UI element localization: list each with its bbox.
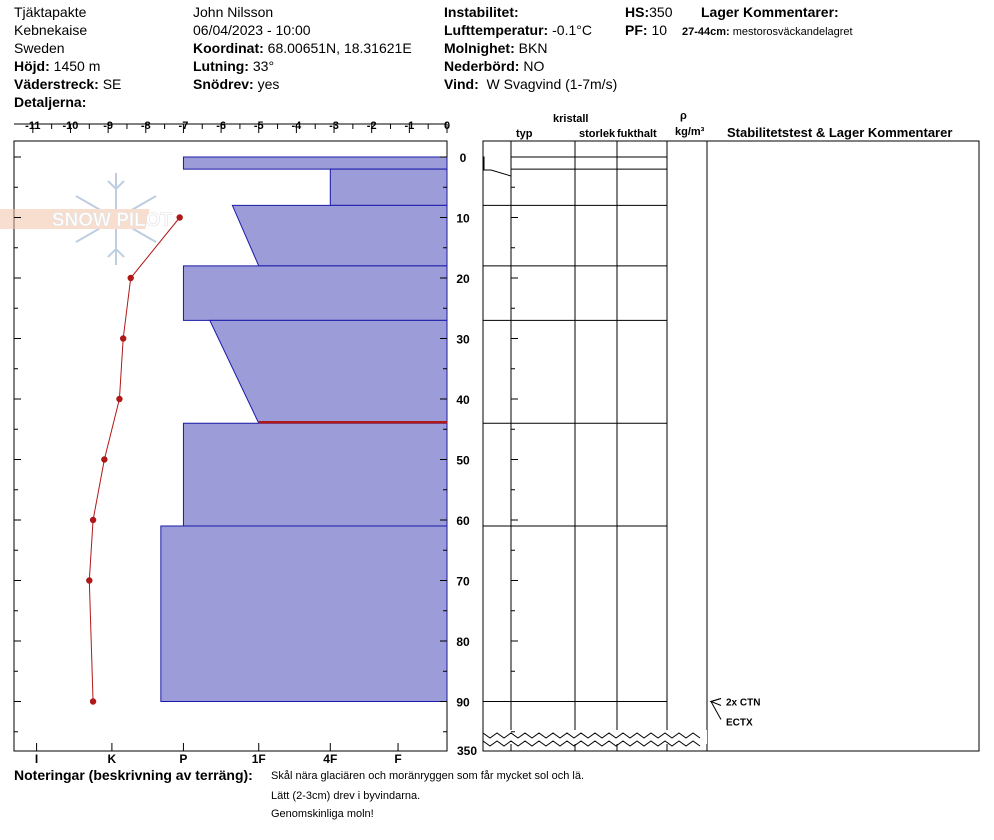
surface-curve bbox=[483, 157, 511, 177]
hardness-layer-6 bbox=[161, 526, 447, 701]
hardness-layer-2 bbox=[232, 205, 447, 266]
stability-tests bbox=[711, 698, 760, 729]
wind-label: Vind: bbox=[444, 76, 479, 92]
stability-test-1: ECTX bbox=[726, 717, 753, 729]
temp-tick-label-4: -7 bbox=[178, 120, 189, 132]
temperature-axis bbox=[25, 120, 450, 133]
hardness-label-3: 1F bbox=[251, 752, 266, 766]
instability-label: Instabilitet: bbox=[444, 4, 519, 20]
depth-bottom-label: 350 bbox=[456, 744, 478, 758]
depth-label-7: 70 bbox=[456, 574, 470, 589]
depth-label-6: 60 bbox=[456, 514, 470, 528]
cloud-value: BKN bbox=[518, 40, 548, 56]
hardness-label-1: K bbox=[107, 752, 117, 766]
depth-label-2: 20 bbox=[456, 272, 470, 286]
col-density-symbol: ρ bbox=[680, 110, 687, 122]
col-moisture: fukthalt bbox=[617, 128, 657, 140]
hardness-label-4: 4F bbox=[323, 752, 338, 766]
elevation-value: 1450 m bbox=[53, 58, 101, 74]
hardness-label-2: P bbox=[179, 752, 188, 766]
precip-value: NO bbox=[523, 58, 545, 74]
coordinate-value: 68.00651N, 18.31621E bbox=[267, 40, 412, 56]
temp-tick-label-6: -5 bbox=[253, 120, 264, 132]
slope-value: 33° bbox=[252, 58, 275, 74]
notes-line-2: Lätt (2-3cm) drev i byvindarna. bbox=[271, 790, 421, 802]
hardness-label-5: F bbox=[394, 752, 402, 766]
temp-tick-label-5: -6 bbox=[216, 120, 226, 132]
temp-tick-label-11: 0 bbox=[443, 120, 451, 132]
snowpilot-logo bbox=[0, 173, 173, 265]
observer-name: John Nilsson bbox=[193, 4, 274, 20]
temperature-point-6 bbox=[86, 577, 92, 583]
temp-tick-label-3: -8 bbox=[140, 120, 151, 132]
notes-line-1: Skål nära glaciären och moränryggen som får mycket sol och lä. bbox=[271, 770, 585, 782]
temp-tick-label-0: -11 bbox=[25, 120, 41, 132]
observation-datetime: 06/04/2023 - 10:00 bbox=[193, 22, 311, 38]
snowdrift-label: Snödrev: bbox=[193, 76, 254, 92]
col-density-unit: kg/m³ bbox=[675, 126, 705, 138]
hardness-layer-4 bbox=[210, 320, 447, 423]
temp-tick-label-1: -10 bbox=[62, 120, 79, 132]
notes-line-3: Genomskinliga moln! bbox=[271, 808, 374, 820]
snowdrift-value: yes bbox=[257, 76, 280, 92]
precip-label: Nederbörd: bbox=[444, 58, 520, 74]
temp-tick-label-8: -3 bbox=[329, 120, 339, 132]
air-temp-value: -0.1°C bbox=[552, 22, 592, 38]
temp-tick-label-9: -2 bbox=[366, 120, 377, 132]
depth-label-8: 80 bbox=[456, 635, 470, 649]
coordinate-label: Koordinat: bbox=[193, 40, 264, 56]
logo-text: SNOW PILOT bbox=[51, 210, 173, 231]
depth-label-9: 90 bbox=[456, 695, 470, 710]
hardness-layer-1 bbox=[330, 169, 447, 205]
aspect-value: SE bbox=[102, 76, 122, 92]
layer-comment-text: mestorosväckandelagret bbox=[732, 26, 853, 38]
pf-value: 10 bbox=[651, 22, 668, 38]
temperature-point-7 bbox=[90, 698, 96, 704]
col-size: storlek bbox=[579, 128, 616, 140]
layer-comments-label: Lager Kommentarer: bbox=[701, 4, 839, 20]
temp-tick-label-10: -1 bbox=[404, 120, 415, 132]
country-name: Sweden bbox=[14, 40, 65, 56]
col-stability: Stabilitetstest & Lager Kommentarer bbox=[727, 125, 953, 140]
wind-value: W Svagvind (1-7m/s) bbox=[486, 76, 618, 92]
depth-label-5: 50 bbox=[456, 453, 470, 468]
temperature-point-0 bbox=[176, 214, 182, 220]
col-type: typ bbox=[516, 128, 533, 140]
depth-label-0: 0 bbox=[459, 151, 467, 165]
temp-tick-label-7: -4 bbox=[291, 120, 302, 132]
location-name: Kebnekaise bbox=[14, 22, 88, 38]
notes-label: Noteringar (beskrivning av terräng): bbox=[14, 767, 253, 783]
hardness-layer-3 bbox=[183, 266, 447, 320]
cloud-label: Molnighet: bbox=[444, 40, 515, 56]
layer-comment-depth: 27-44cm: bbox=[682, 26, 730, 38]
air-temp-label: Lufttemperatur: bbox=[444, 22, 549, 38]
hardness-layers bbox=[161, 157, 447, 702]
details-label: Detaljerna: bbox=[14, 94, 87, 110]
slope-label: Lutning: bbox=[193, 58, 249, 74]
hardness-label-0: I bbox=[34, 752, 39, 766]
site-name: Tjäktapakte bbox=[14, 4, 87, 20]
elevation-label: Höjd: bbox=[14, 58, 50, 74]
stability-test-0: 2x CTN bbox=[726, 697, 761, 709]
col-crystal: kristall bbox=[553, 113, 589, 125]
hs-label: HS: bbox=[625, 4, 650, 20]
temperature-point-4 bbox=[101, 456, 107, 462]
hardness-layer-5 bbox=[183, 423, 447, 526]
temperature-point-5 bbox=[90, 517, 96, 523]
depth-label-4: 40 bbox=[456, 393, 470, 407]
depth-label-3: 30 bbox=[456, 332, 470, 347]
temp-tick-label-2: -9 bbox=[103, 120, 114, 132]
hardness-layer-0 bbox=[183, 157, 447, 169]
depth-label-1: 10 bbox=[456, 211, 470, 226]
temperature-point-2 bbox=[120, 335, 126, 341]
temperature-point-3 bbox=[116, 396, 122, 402]
layer-table-frame bbox=[483, 141, 979, 751]
aspect-label: Väderstreck: bbox=[14, 76, 99, 92]
hs-value: 350 bbox=[649, 4, 673, 20]
hardness-axis bbox=[35, 743, 402, 766]
pf-label: PF: bbox=[625, 22, 648, 38]
temperature-point-1 bbox=[128, 275, 134, 281]
